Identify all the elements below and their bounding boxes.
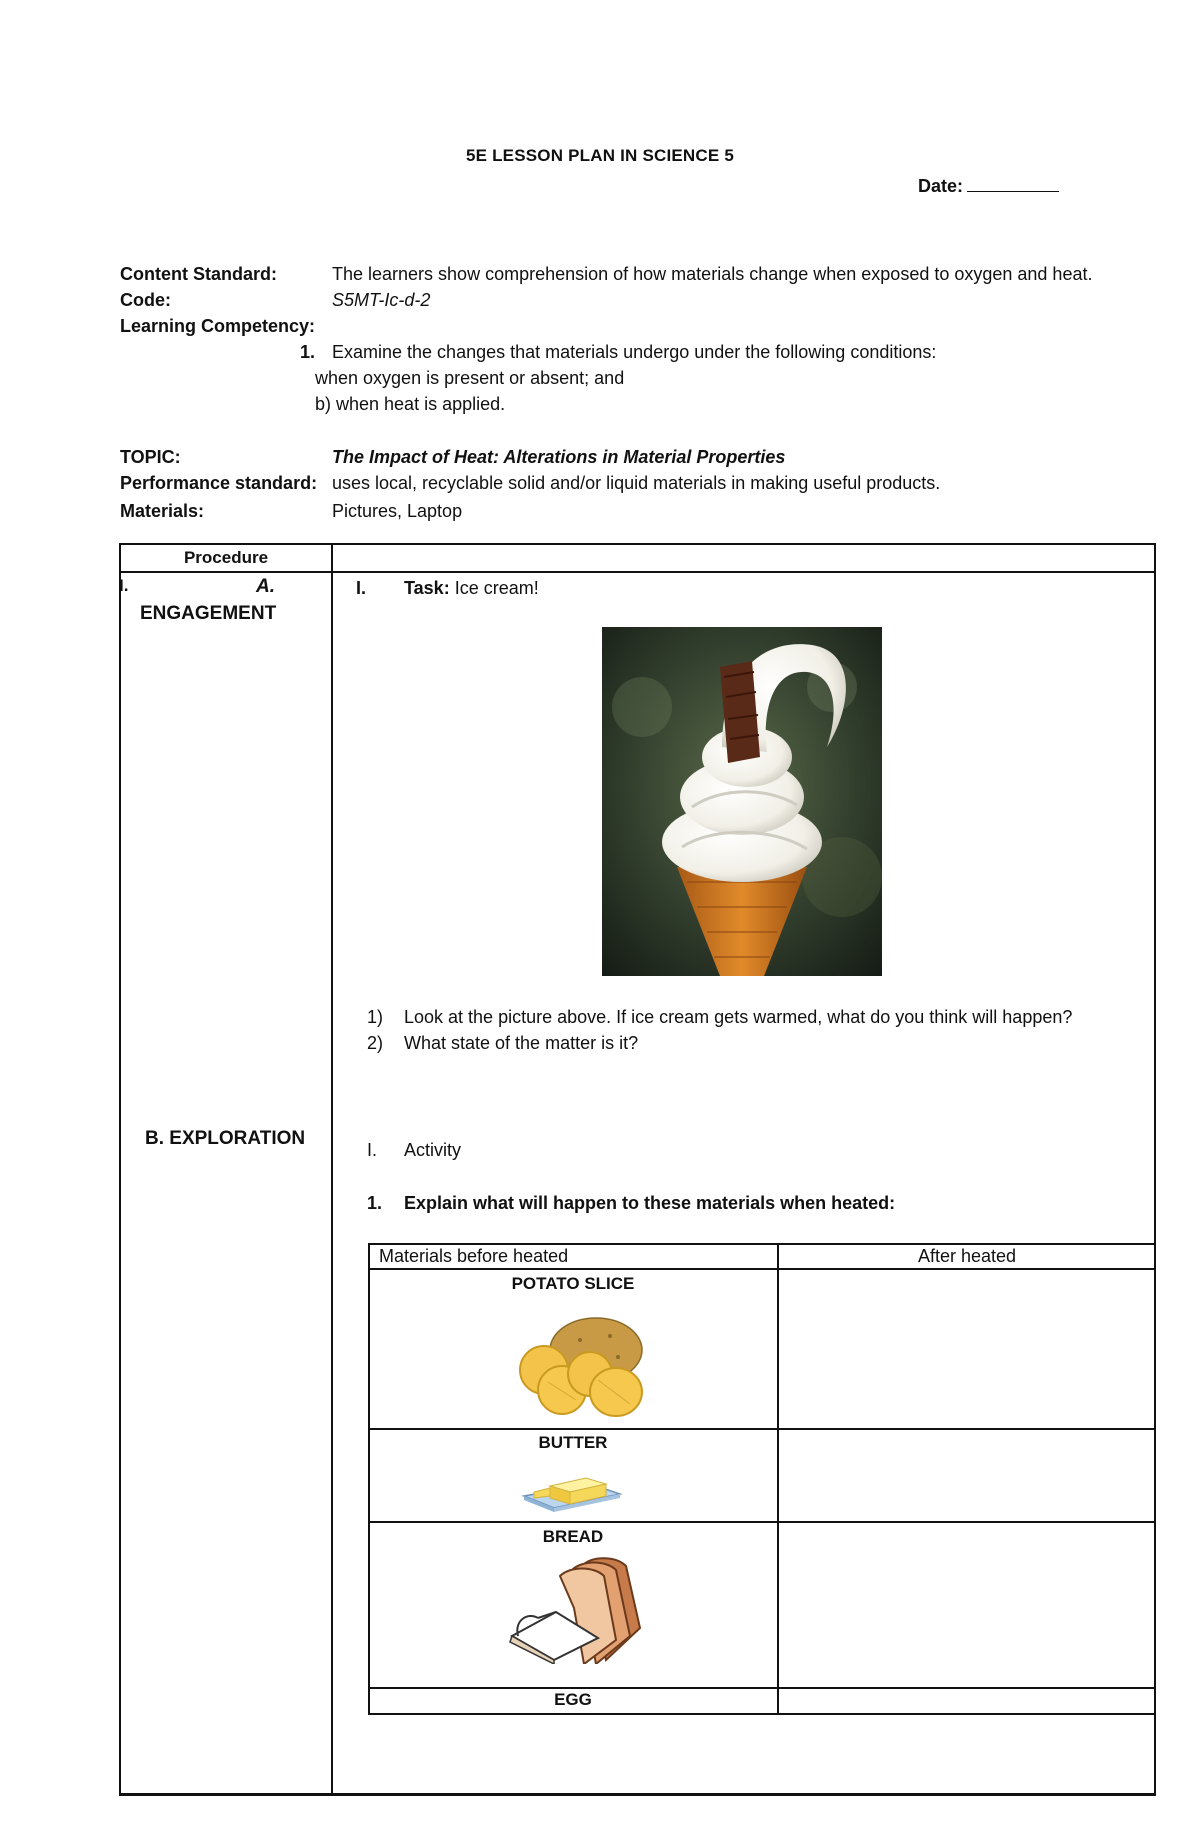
explain-instruction: Explain what will happen to these materials when heated:: [404, 1193, 896, 1213]
activity-label: Activity: [404, 1140, 462, 1160]
code-label: Code:: [120, 290, 171, 310]
date-label: Date:: [918, 176, 964, 196]
engagement-roman: I.: [119, 576, 129, 595]
task-number: I.: [356, 578, 367, 598]
table-bottom-border: [119, 1793, 1156, 1796]
task-text: Ice cream!: [454, 578, 539, 598]
question-2-number: 2): [367, 1033, 384, 1053]
competency-label: Learning Competency:: [120, 316, 316, 336]
competency-line-1: Examine the changes that materials undergo under the following conditions:: [332, 342, 937, 362]
competency-number: 1.: [300, 342, 316, 362]
table-divider: [331, 543, 333, 1795]
potato-image: [518, 1312, 648, 1418]
mat-table-row-line: [368, 1687, 1156, 1689]
table-left-border: [119, 543, 121, 1795]
task-line: [404, 578, 539, 599]
engagement-title: ENGAGEMENT: [140, 603, 277, 624]
question-2: What state of the matter is it?: [404, 1033, 639, 1053]
materials-label: Materials:: [120, 501, 205, 521]
table-right-border: [1154, 543, 1156, 1795]
topic-label: TOPIC:: [120, 447, 181, 467]
mat-table-row-line: [368, 1521, 1156, 1523]
content-standard-label: Content Standard:: [120, 264, 277, 284]
explain-number: 1.: [367, 1193, 383, 1213]
table-header-border: [119, 571, 1156, 573]
activity-number: I.: [367, 1140, 378, 1160]
exploration-title: B. EXPLORATION: [145, 1128, 306, 1149]
ice-cream-image: [602, 627, 882, 976]
table-top-border: [119, 543, 1156, 545]
code-value: S5MT-Ic-d-2: [332, 290, 431, 310]
mat-table-bottom: [368, 1713, 1156, 1715]
page-title: 5E LESSON PLAN IN SCIENCE 5: [465, 146, 734, 165]
mat-table-header-line: [368, 1268, 1156, 1270]
material-potato-label: POTATO SLICE: [511, 1274, 635, 1293]
mat-table-top: [368, 1243, 1156, 1245]
mat-table-row-line: [368, 1428, 1156, 1430]
material-bread-label: BREAD: [542, 1527, 604, 1546]
date-blank: [967, 177, 1059, 192]
mat-col-after-header: After heated: [917, 1246, 1017, 1266]
task-label: Task:: [404, 578, 450, 598]
material-egg-label: EGG: [554, 1690, 592, 1709]
materials-value: Pictures, Laptop: [332, 501, 463, 521]
mat-table-left: [368, 1243, 370, 1714]
content-standard-value: The learners show comprehension of how materials change when exposed to oxygen and heat.: [332, 264, 1093, 284]
procedure-header: Procedure: [183, 548, 269, 567]
butter-image: [520, 1466, 622, 1514]
question-1-number: 1): [367, 1007, 384, 1027]
mat-table-divider: [777, 1243, 779, 1714]
competency-line-3: b) when heat is applied.: [315, 394, 506, 414]
mat-col-before-header: Materials before heated: [379, 1246, 569, 1266]
topic-value: The Impact of Heat: Alterations in Material Properties: [332, 447, 786, 467]
performance-value: uses local, recyclable solid and/or liquid materials in making useful products.: [332, 473, 941, 493]
date-field: [918, 176, 1059, 197]
performance-label: Performance standard:: [120, 473, 318, 493]
bread-image: [498, 1556, 648, 1664]
engagement-letter: A.: [256, 576, 275, 597]
material-butter-label: BUTTER: [538, 1433, 608, 1452]
competency-line-2: when oxygen is present or absent; and: [315, 368, 625, 388]
question-1: Look at the picture above. If ice cream gets warmed, what do you think will happen?: [404, 1007, 1073, 1027]
